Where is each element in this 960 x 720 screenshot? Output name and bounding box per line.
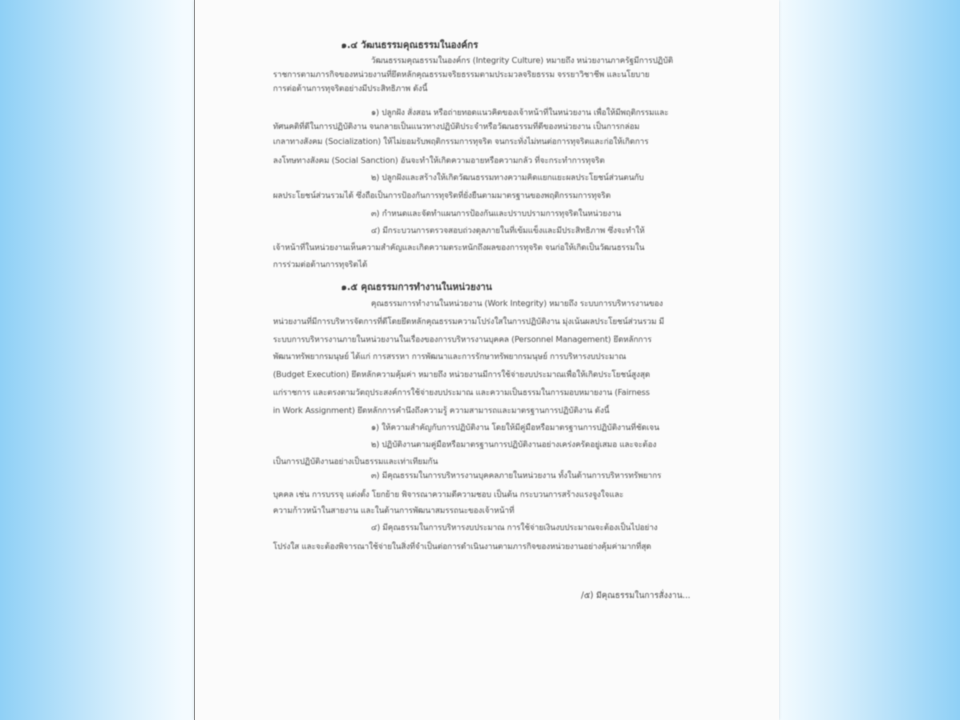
paragraph-line: ๒) ปลูกฝังและสร้างให้เกิดวัฒนธรรมทางความคิดแยกแยะผลประโยชน์ส่วนตนกับ — [371, 172, 644, 182]
paragraph-line: ๓) มีคุณธรรมในการบริหารงานบุคคลภายในหน่วยงาน ทั้งในด้านการบริหารทรัพยากร — [371, 470, 662, 480]
paragraph-line: ๔) มีคุณธรรมในการบริหารงบประมาณ การใช้จ่ายเงินงบประมาณจะต้องเป็นไปอย่าง — [371, 522, 658, 532]
paragraph-line: in Work Assignment) ยึดหลักการคำนึงถึงความรู้ ความสามารถและมาตรฐานการปฏิบัติงาน ดังนี้ — [273, 405, 610, 415]
paragraph-line: พัฒนาทรัพยากรมนุษย์ ได้แก่ การสรรหา การพัฒนาและการรักษาทรัพยากรมนุษย์ การบริหารงบประมาณ — [273, 351, 627, 361]
paragraph-line: บุคคล เช่น การบรรจุ แต่งตั้ง โยกย้าย พิจารณาความดีความชอบ เป็นต้น กระบวนการสร้างแรงจูงใจและ — [273, 489, 624, 499]
paragraph-line: ๓) กำหนดและจัดทำแผนการป้องกันและปราบปรามการทุจริตในหน่วยงาน — [371, 208, 622, 218]
paragraph-line: ๔) มีกระบวนการตรวจสอบถ่วงดุลภายในที่เข้มแข็งและมีประสิทธิภาพ ซึ่งจะทำให้ — [371, 225, 645, 235]
paragraph-line: (Budget Execution) ยึดหลักความคุ้มค่า หมายถึง หน่วยงานมีการใช้จ่ายงบประมาณเพื่อให้เกิดประโยชน์สูงสุด — [273, 369, 650, 379]
paragraph-line: โปร่งใส และจะต้องพิจารณาใช้จ่ายในสิ่งที่จำเป็นต่อการดำเนินงานตามภารกิจของหน่วยงานอย่างคุ้มค่ามากที่สุด — [273, 541, 652, 551]
paragraph-line: ผลประโยชน์ส่วนรวมได้ ซึ่งถือเป็นการป้องกันการทุจริตที่ยั่งยืนตามมาตรฐานของพฤติกรรมการทุจริต — [273, 190, 611, 200]
document-page — [194, 0, 779, 720]
section-heading-1-5: ๑.๕ คุณธรรมการทำงานในหน่วยงาน — [341, 282, 493, 293]
continuation-note: /๕) มีคุณธรรมในการสั่งงาน... — [581, 590, 691, 600]
paragraph-line: ความก้าวหน้าในสายงาน และในด้านการพัฒนาสมรรถนะของเจ้าหน้าที่ — [273, 505, 515, 515]
paragraph-line: ราชการตามภารกิจของหน่วยงานที่ยึดหลักคุณธรรมจริยธรรมตามประมวลจริยธรรม จรรยาวิชาชีพ และนโยบาย — [273, 69, 650, 79]
paragraph-line: คุณธรรมการทำงานในหน่วยงาน (Work Integrity) หมายถึง ระบบการบริหารงานของ — [371, 298, 663, 308]
paragraph-line: หน่วยงานที่มีการบริหารจัดการที่ดีโดยยึดหลักคุณธรรมความโปร่งใสในการปฏิบัติงาน มุ่งเน้นผลประโยชน์ส่วนรวม มี — [273, 316, 665, 326]
paragraph-line: ทัศนคติที่ดีในการปฏิบัติงาน จนกลายเป็นแนวทางปฏิบัติประจำหรือวัฒนธรรมที่ดีของหน่วยงาน เป็นการกล่อม — [273, 121, 640, 131]
paragraph-line: ๑) ปลูกฝัง สั่งสอน หรือถ่ายทอดแนวคิดของเจ้าหน้าที่ในหน่วยงาน เพื่อให้มีพฤติกรรมและ — [371, 107, 669, 117]
paragraph-line: ระบบการบริหารงานภายในหน่วยงานในเรื่องของการบริหารงานบุคคล (Personnel Management) ยึดหลักการ — [273, 334, 652, 344]
paragraph-line: วัฒนธรรมคุณธรรมในองค์กร (Integrity Culture) หมายถึง หน่วยงานภาครัฐมีการปฏิบัติ — [371, 55, 674, 65]
paragraph-line: การร่วมต่อต้านการทุจริตได้ — [273, 259, 368, 269]
section-heading-1-4: ๑.๔ วัฒนธรรมคุณธรรมในองค์กร — [341, 40, 479, 51]
paragraph-line: ลงโทษทางสังคม (Social Sanction) อันจะทำให้เกิดความอายหรือความกลัว ที่จะกระทำการทุจริต — [273, 155, 605, 165]
paragraph-line: เป็นการปฏิบัติงานอย่างเป็นธรรมและเท่าเทียมกัน — [273, 456, 438, 466]
paragraph-line: แก่ราชการ และตรงตามวัตถุประสงค์การใช้จ่ายงบประมาณ และความเป็นธรรมในการมอบหมายงาน (Fairness — [273, 387, 650, 397]
paragraph-line: ๒) ปฏิบัติงานตามคู่มือหรือมาตรฐานการปฏิบัติงานอย่างเคร่งครัดอยู่เสมอ และจะต้อง — [371, 439, 657, 449]
paragraph-line: เจ้าหน้าที่ในหน่วยงานเห็นความสำคัญและเกิดความตระหนักถึงผลของการทุจริต จนก่อให้เกิดเป็นวัฒนธรรมใน — [273, 242, 645, 252]
paragraph-line: การต่อต้านการทุจริตอย่างมีประสิทธิภาพ ดังนี้ — [273, 83, 428, 93]
paragraph-line: เกลาทางสังคม (Socialization) ให้ไม่ยอมรับพฤติกรรมการทุจริต จนกระทั่งไม่ทนต่อการทุจริตและก่อให้เกิดการ — [273, 136, 649, 146]
paragraph-line: ๑) ให้ความสำคัญกับการปฏิบัติงาน โดยให้มีคู่มือหรือมาตรฐานการปฏิบัติงานที่ชัดเจน — [371, 422, 660, 432]
